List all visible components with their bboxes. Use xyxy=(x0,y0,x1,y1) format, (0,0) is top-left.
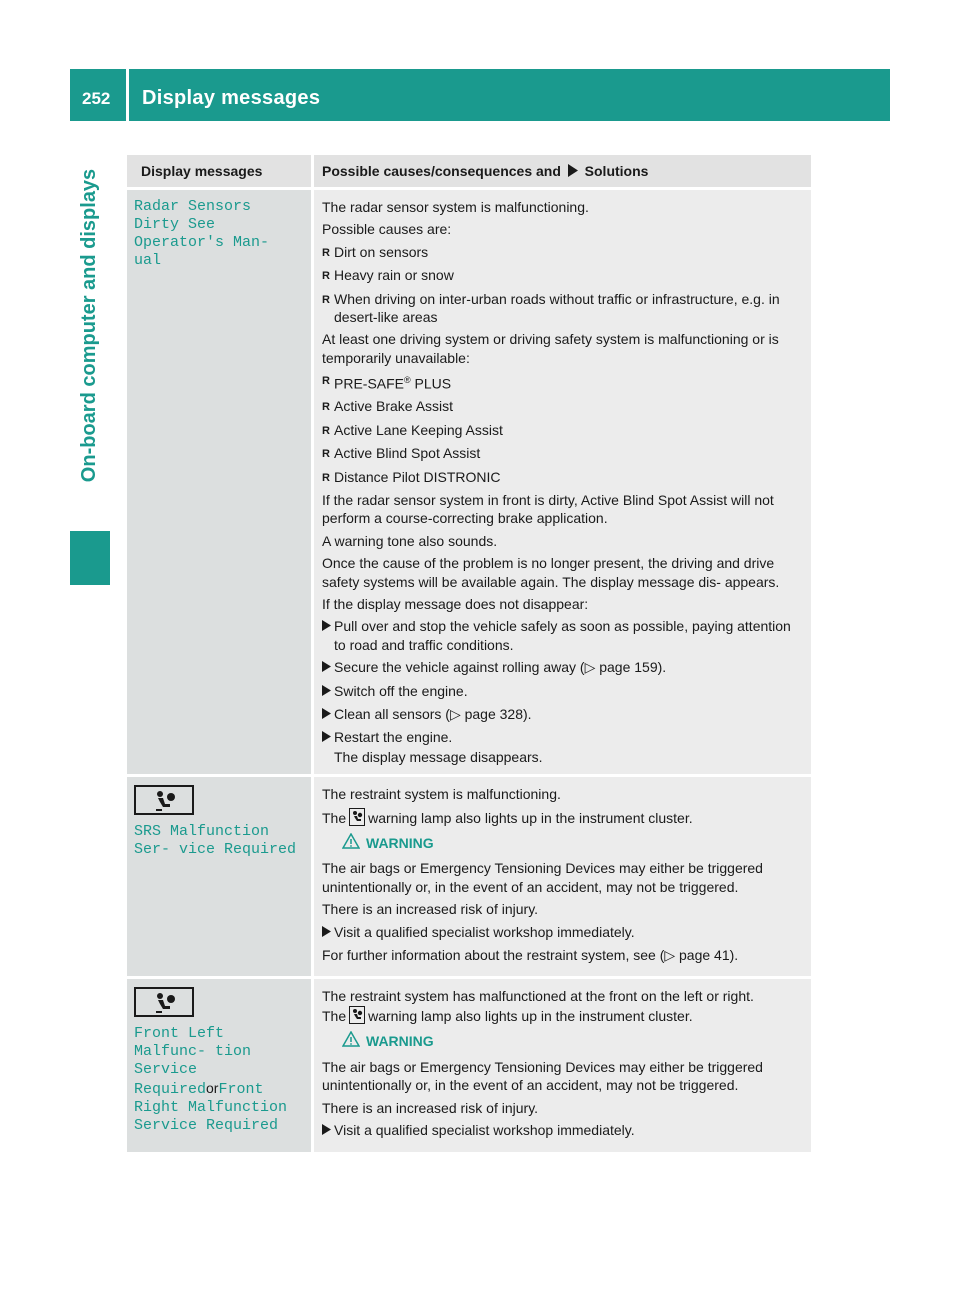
action-item: Visit a qualified specialist workshop immediately. xyxy=(322,923,803,942)
table-header-row xyxy=(127,155,811,190)
table-row: SRS Malfunction Ser‐ vice Required The restraint system is malfunctioning. The warning lamp also lights up in the instrument cluster. WARNING The air bags or Emergency Tensioning Devices may either be triggered unintentionally or, in the event of an accident, may not be triggered. There is an increased risk of injury. Visit a qualified specialist workshop immediately. For further information about the restraint system, see (▷ page 41). xyxy=(127,777,811,979)
list-item: R Heavy rain or snow xyxy=(322,267,454,284)
list-item: R Distance Pilot DISTRONIC xyxy=(322,468,501,485)
header-divider xyxy=(126,69,129,121)
side-tab-block xyxy=(70,531,110,585)
col-header-display-messages: Display messages xyxy=(127,155,314,190)
list-item: R When driving on inter-urban roads without traffic or infrastructure, e.g. in desert-like areas xyxy=(322,290,780,326)
list-item: R Dirt on sensors xyxy=(322,243,429,260)
display-message-code: Radar Sensors Dirty See Operator's Man‐ ual xyxy=(134,198,270,269)
display-messages-table xyxy=(127,155,811,1155)
airbag-warning-icon xyxy=(349,808,365,826)
warning-triangle-icon xyxy=(342,833,360,849)
action-item: Restart the engine. xyxy=(322,728,803,747)
warning-notice: WARNING xyxy=(342,1031,803,1051)
page-header xyxy=(70,69,890,121)
action-item: Switch off the engine. xyxy=(322,682,803,701)
action-item: Visit a qualified specialist workshop immediately. xyxy=(322,1121,803,1140)
action-result: The display message disappears. xyxy=(334,748,543,765)
list-item: R Active Brake Assist xyxy=(322,398,454,415)
list-item: R PRE-SAFE® PLUS xyxy=(322,375,452,392)
display-message-code: SRS Malfunction Ser‐ vice Required xyxy=(134,822,297,858)
table-row: Front Left Malfunc‐ tion Service RequiredorFront Right Malfunction Service Required The restraint system has malfunctioned at the front on the left or right. The warning lamp also lights up in the instrument cluster. WARNING The air bags or Emergency Tensioning Devices may either be triggered unintentionally or, in the event of an accident, may not be triggered. There is an increased risk of injury. Visit a qualified specialist workshop immediately. xyxy=(127,979,811,1155)
airbag-warning-icon xyxy=(134,987,194,1017)
airbag-warning-icon xyxy=(349,1006,365,1024)
warning-notice: WARNING xyxy=(342,833,803,853)
list-item: R Active Lane Keeping Assist xyxy=(322,421,503,438)
col-header-causes: Possible causes/consequences and Solutions xyxy=(314,155,811,190)
list-item: R Active Blind Spot Assist xyxy=(322,445,481,462)
action-item: Pull over and stop the vehicle safely as soon as possible, paying attention to road and traffic conditions. xyxy=(322,617,803,654)
page-number: 252 xyxy=(82,89,111,108)
display-message-code: Front Left Malfunc‐ tion Service RequiredorFront Right Malfunction Service Required xyxy=(134,1024,288,1134)
airbag-warning-icon xyxy=(134,785,194,815)
action-item: Clean all sensors (▷ page 328). xyxy=(322,705,803,724)
table-row: Radar Sensors Dirty See Operator's Man‐ ual The radar sensor system is malfunctioning. Possible causes are: R Dirt on sensors R Heavy rain or snow R When driving on inter-urban roads without traffic or infrastructure, e.g. in desert-like areas At least one driving system or driving safety system is malfunctioning or is temporarily unavailable: R PRE-SAFE® PLUS R Active Brake Assist R Active Lane Keeping Assist R Active Blind Spot Assist R Distance Pilot DISTRONIC If the radar sensor system in front is dirty, Active Blind Spot Assist will not perform a course-correcting brake application. A warning tone also sounds. Once the cause of the problem is no longer present, the driving and drive safety systems will be available again. The display message dis‐ appears. If the display message does not disappear: Pull over and stop the vehicle safely as soon as possible, paying attention to road and traffic conditions. Secure the vehicle against rolling away (▷ page 159). Switch off the engine. Clean all sensors (▷ page 328). Restart the engine. The display message disappears. xyxy=(127,190,811,777)
warning-triangle-icon xyxy=(342,1031,360,1047)
side-tab-label: On-board computer and displays xyxy=(78,168,101,482)
side-tab xyxy=(70,121,110,585)
play-arrow-icon xyxy=(567,164,579,177)
action-item: Secure the vehicle against rolling away (▷ page 159). xyxy=(322,658,803,677)
page-title: Display messages xyxy=(142,87,321,109)
